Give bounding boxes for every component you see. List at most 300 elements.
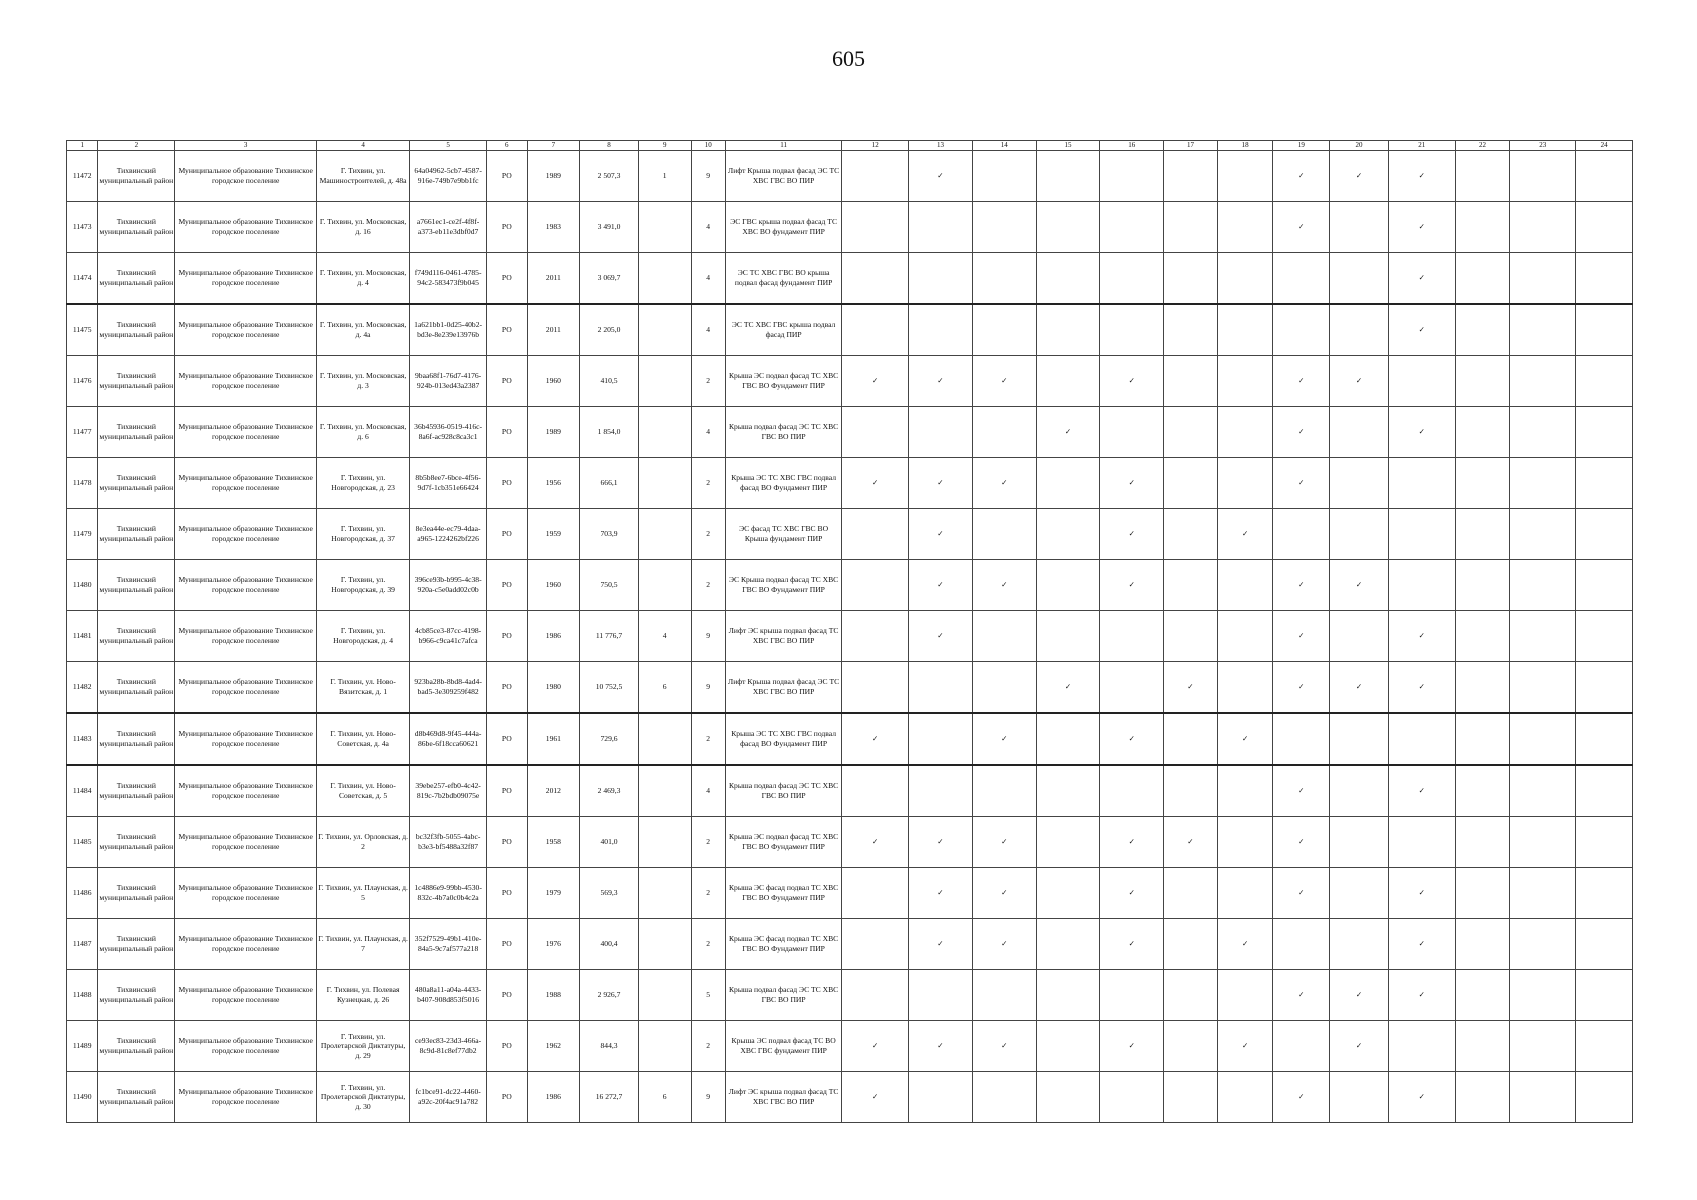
cell-c9: 1 bbox=[638, 151, 691, 202]
column-header-20: 20 bbox=[1330, 141, 1389, 151]
table-row bbox=[67, 1072, 1633, 1123]
column-header-11: 11 bbox=[725, 141, 841, 151]
check-mark-icon: ✓ bbox=[1388, 611, 1455, 662]
cell-col-17 bbox=[1164, 151, 1218, 202]
check-mark-icon: ✓ bbox=[972, 458, 1036, 509]
cell-num: 11479 bbox=[67, 509, 98, 560]
cell-works: Крыша подвал фасад ЭС ТС ХВС ГВС ВО ПИР bbox=[725, 407, 841, 458]
cell-works: Крыша ЭС фасад подвал ТС ХВС ГВС ВО Фундамент ПИР bbox=[725, 919, 841, 970]
cell-district: Тихвинский муниципальный район bbox=[98, 253, 175, 305]
cell-guid: 480a8a11-a04a-4433-b407-908d853f5016 bbox=[410, 970, 487, 1021]
cell-year: 1961 bbox=[527, 713, 580, 765]
check-mark-icon: ✓ bbox=[1100, 868, 1164, 919]
cell-district: Тихвинский муниципальный район bbox=[98, 970, 175, 1021]
cell-num: 11489 bbox=[67, 1021, 98, 1072]
table-row bbox=[67, 1021, 1633, 1072]
column-header-14: 14 bbox=[972, 141, 1036, 151]
cell-col-15 bbox=[1036, 202, 1100, 253]
cell-col-21 bbox=[1388, 817, 1455, 868]
table-row bbox=[67, 662, 1633, 714]
cell-col-20 bbox=[1330, 509, 1389, 560]
cell-address: Г. Тихвин, ул. Московская, д. 16 bbox=[317, 202, 410, 253]
cell-col-16 bbox=[1100, 1072, 1164, 1123]
cell-col-17 bbox=[1164, 304, 1218, 356]
cell-c10: 4 bbox=[691, 304, 725, 356]
cell-col-19 bbox=[1273, 304, 1330, 356]
cell-col-13 bbox=[909, 253, 973, 305]
cell-works: ЭС ТС ХВС ГВС крыша подвал фасад ПИР bbox=[725, 304, 841, 356]
column-header-4: 4 bbox=[317, 141, 410, 151]
check-mark-icon: ✓ bbox=[1388, 868, 1455, 919]
cell-c10: 2 bbox=[691, 1021, 725, 1072]
cell-col-18 bbox=[1217, 560, 1273, 611]
cell-col-23 bbox=[1510, 868, 1576, 919]
cell-col-24 bbox=[1576, 407, 1633, 458]
cell-col-24 bbox=[1576, 304, 1633, 356]
cell-col-23 bbox=[1510, 356, 1576, 407]
cell-form: РО bbox=[487, 253, 527, 305]
check-mark-icon: ✓ bbox=[972, 817, 1036, 868]
cell-col-24 bbox=[1576, 560, 1633, 611]
cell-col-15 bbox=[1036, 868, 1100, 919]
check-mark-icon: ✓ bbox=[1273, 458, 1330, 509]
table-row bbox=[67, 611, 1633, 662]
cell-guid: d8b469d8-9f45-444a-86be-6f18cca60621 bbox=[410, 713, 487, 765]
cell-address: Г. Тихвин, ул. Новгородская, д. 4 bbox=[317, 611, 410, 662]
cell-district: Тихвинский муниципальный район bbox=[98, 1021, 175, 1072]
cell-c10: 2 bbox=[691, 509, 725, 560]
cell-col-20 bbox=[1330, 765, 1389, 817]
cell-col-18 bbox=[1217, 868, 1273, 919]
cell-c9 bbox=[638, 765, 691, 817]
column-header-3: 3 bbox=[175, 141, 317, 151]
cell-col-24 bbox=[1576, 919, 1633, 970]
check-mark-icon: ✓ bbox=[1100, 817, 1164, 868]
cell-col-16 bbox=[1100, 407, 1164, 458]
cell-form: РО bbox=[487, 919, 527, 970]
cell-col-19 bbox=[1273, 713, 1330, 765]
cell-col-20 bbox=[1330, 1072, 1389, 1123]
cell-works: Крыша ЭС фасад подвал ТС ХВС ГВС ВО Фундамент ПИР bbox=[725, 868, 841, 919]
cell-guid: 1c4886e9-99bb-4530-832c-4b7a0c0b4c2a bbox=[410, 868, 487, 919]
cell-col-23 bbox=[1510, 611, 1576, 662]
table-row bbox=[67, 151, 1633, 202]
cell-col-23 bbox=[1510, 202, 1576, 253]
cell-guid: 4cb85ce3-87cc-4198-b966-c9ca41c7afca bbox=[410, 611, 487, 662]
cell-col-18 bbox=[1217, 356, 1273, 407]
cell-col-23 bbox=[1510, 509, 1576, 560]
check-mark-icon: ✓ bbox=[1217, 919, 1273, 970]
check-mark-icon: ✓ bbox=[909, 356, 973, 407]
cell-col-17 bbox=[1164, 919, 1218, 970]
cell-year: 1959 bbox=[527, 509, 580, 560]
cell-col-23 bbox=[1510, 458, 1576, 509]
cell-municipality: Муниципальное образование Тихвинское городское поселение bbox=[175, 253, 317, 305]
cell-year: 2012 bbox=[527, 765, 580, 817]
table-row bbox=[67, 817, 1633, 868]
cell-col-17 bbox=[1164, 509, 1218, 560]
check-mark-icon: ✓ bbox=[1273, 817, 1330, 868]
cell-works: ЭС фасад ТС ХВС ГВС ВО Крыша фундамент ПИР bbox=[725, 509, 841, 560]
cell-area: 16 272,7 bbox=[580, 1072, 639, 1123]
column-header-8: 8 bbox=[580, 141, 639, 151]
cell-col-17 bbox=[1164, 407, 1218, 458]
check-mark-icon: ✓ bbox=[1273, 611, 1330, 662]
cell-address: Г. Тихвин, ул. Пролетарской Диктатуры, д. 29 bbox=[317, 1021, 410, 1072]
table-row bbox=[67, 304, 1633, 356]
cell-col-15 bbox=[1036, 611, 1100, 662]
cell-col-22 bbox=[1455, 1021, 1510, 1072]
cell-col-24 bbox=[1576, 817, 1633, 868]
cell-c9: 6 bbox=[638, 1072, 691, 1123]
cell-col-15 bbox=[1036, 253, 1100, 305]
cell-year: 2011 bbox=[527, 304, 580, 356]
check-mark-icon: ✓ bbox=[1330, 1021, 1389, 1072]
cell-col-15 bbox=[1036, 713, 1100, 765]
cell-guid: 9baa68f1-76d7-4176-924b-013ed43a2387 bbox=[410, 356, 487, 407]
cell-col-12 bbox=[842, 304, 909, 356]
cell-col-22 bbox=[1455, 509, 1510, 560]
cell-col-14 bbox=[972, 662, 1036, 714]
column-header-23: 23 bbox=[1510, 141, 1576, 151]
cell-col-22 bbox=[1455, 407, 1510, 458]
cell-col-18 bbox=[1217, 1072, 1273, 1123]
check-mark-icon: ✓ bbox=[842, 1021, 909, 1072]
cell-year: 1979 bbox=[527, 868, 580, 919]
cell-col-16 bbox=[1100, 304, 1164, 356]
cell-form: РО bbox=[487, 713, 527, 765]
cell-municipality: Муниципальное образование Тихвинское городское поселение bbox=[175, 458, 317, 509]
cell-col-18 bbox=[1217, 304, 1273, 356]
cell-form: РО bbox=[487, 611, 527, 662]
cell-year: 1960 bbox=[527, 560, 580, 611]
cell-c10: 9 bbox=[691, 151, 725, 202]
cell-municipality: Муниципальное образование Тихвинское городское поселение bbox=[175, 202, 317, 253]
cell-num: 11482 bbox=[67, 662, 98, 714]
cell-address: Г. Тихвин, ул. Ново-Советская, д. 4а bbox=[317, 713, 410, 765]
cell-district: Тихвинский муниципальный район bbox=[98, 611, 175, 662]
cell-area: 410,5 bbox=[580, 356, 639, 407]
cell-col-17 bbox=[1164, 970, 1218, 1021]
cell-works: Лифт Крыша подвал фасад ЭС ТС ХВС ГВС ВО ПИР bbox=[725, 151, 841, 202]
cell-col-14 bbox=[972, 509, 1036, 560]
cell-area: 2 205,0 bbox=[580, 304, 639, 356]
cell-col-17 bbox=[1164, 765, 1218, 817]
cell-col-20 bbox=[1330, 407, 1389, 458]
check-mark-icon: ✓ bbox=[842, 817, 909, 868]
check-mark-icon: ✓ bbox=[1100, 356, 1164, 407]
cell-municipality: Муниципальное образование Тихвинское городское поселение bbox=[175, 765, 317, 817]
cell-form: РО bbox=[487, 765, 527, 817]
cell-col-18 bbox=[1217, 458, 1273, 509]
cell-col-22 bbox=[1455, 151, 1510, 202]
cell-municipality: Муниципальное образование Тихвинское городское поселение bbox=[175, 662, 317, 714]
cell-c9 bbox=[638, 253, 691, 305]
cell-district: Тихвинский муниципальный район bbox=[98, 765, 175, 817]
cell-col-20 bbox=[1330, 919, 1389, 970]
cell-col-21 bbox=[1388, 713, 1455, 765]
cell-form: РО bbox=[487, 202, 527, 253]
cell-year: 1983 bbox=[527, 202, 580, 253]
cell-c9 bbox=[638, 919, 691, 970]
cell-col-22 bbox=[1455, 202, 1510, 253]
cell-municipality: Муниципальное образование Тихвинское городское поселение bbox=[175, 151, 317, 202]
cell-col-24 bbox=[1576, 1021, 1633, 1072]
cell-col-13 bbox=[909, 1072, 973, 1123]
cell-year: 1986 bbox=[527, 611, 580, 662]
cell-col-18 bbox=[1217, 407, 1273, 458]
cell-area: 703,9 bbox=[580, 509, 639, 560]
cell-district: Тихвинский муниципальный район bbox=[98, 202, 175, 253]
cell-col-17 bbox=[1164, 458, 1218, 509]
check-mark-icon: ✓ bbox=[1330, 662, 1389, 714]
cell-c10: 9 bbox=[691, 1072, 725, 1123]
cell-year: 1989 bbox=[527, 407, 580, 458]
cell-district: Тихвинский муниципальный район bbox=[98, 868, 175, 919]
cell-c9 bbox=[638, 713, 691, 765]
cell-col-22 bbox=[1455, 765, 1510, 817]
cell-col-15 bbox=[1036, 151, 1100, 202]
table-row bbox=[67, 713, 1633, 765]
cell-col-18 bbox=[1217, 970, 1273, 1021]
cell-col-12 bbox=[842, 202, 909, 253]
cell-num: 11473 bbox=[67, 202, 98, 253]
cell-address: Г. Тихвин, ул. Московская, д. 3 bbox=[317, 356, 410, 407]
cell-col-22 bbox=[1455, 304, 1510, 356]
check-mark-icon: ✓ bbox=[972, 713, 1036, 765]
cell-col-18 bbox=[1217, 202, 1273, 253]
cell-district: Тихвинский муниципальный район bbox=[98, 151, 175, 202]
cell-area: 11 776,7 bbox=[580, 611, 639, 662]
cell-col-22 bbox=[1455, 662, 1510, 714]
cell-address: Г. Тихвин, ул. Плаунская, д. 5 bbox=[317, 868, 410, 919]
check-mark-icon: ✓ bbox=[1164, 817, 1218, 868]
check-mark-icon: ✓ bbox=[1388, 662, 1455, 714]
table-row bbox=[67, 202, 1633, 253]
cell-year: 1958 bbox=[527, 817, 580, 868]
cell-col-14 bbox=[972, 407, 1036, 458]
cell-col-24 bbox=[1576, 662, 1633, 714]
cell-col-17 bbox=[1164, 253, 1218, 305]
cell-form: РО bbox=[487, 1021, 527, 1072]
cell-area: 2 926,7 bbox=[580, 970, 639, 1021]
cell-c10: 4 bbox=[691, 765, 725, 817]
check-mark-icon: ✓ bbox=[1100, 458, 1164, 509]
cell-c10: 4 bbox=[691, 407, 725, 458]
cell-municipality: Муниципальное образование Тихвинское городское поселение bbox=[175, 970, 317, 1021]
cell-col-17 bbox=[1164, 1021, 1218, 1072]
cell-col-20 bbox=[1330, 868, 1389, 919]
check-mark-icon: ✓ bbox=[1217, 509, 1273, 560]
cell-num: 11487 bbox=[67, 919, 98, 970]
cell-col-18 bbox=[1217, 765, 1273, 817]
check-mark-icon: ✓ bbox=[1273, 765, 1330, 817]
cell-c10: 2 bbox=[691, 713, 725, 765]
cell-area: 3 491,0 bbox=[580, 202, 639, 253]
column-header-22: 22 bbox=[1455, 141, 1510, 151]
cell-address: Г. Тихвин, ул. Московская, д. 4 bbox=[317, 253, 410, 305]
cell-col-22 bbox=[1455, 919, 1510, 970]
cell-col-24 bbox=[1576, 458, 1633, 509]
cell-col-15 bbox=[1036, 970, 1100, 1021]
check-mark-icon: ✓ bbox=[972, 356, 1036, 407]
check-mark-icon: ✓ bbox=[1100, 713, 1164, 765]
table-row bbox=[67, 970, 1633, 1021]
cell-col-14 bbox=[972, 1072, 1036, 1123]
check-mark-icon: ✓ bbox=[1036, 407, 1100, 458]
cell-area: 1 854,0 bbox=[580, 407, 639, 458]
cell-works: Крыша ЭС подвал фасад ТС ХВС ГВС ВО Фундамент ПИР bbox=[725, 817, 841, 868]
column-header-21: 21 bbox=[1388, 141, 1455, 151]
cell-col-17 bbox=[1164, 611, 1218, 662]
cell-form: РО bbox=[487, 970, 527, 1021]
cell-col-15 bbox=[1036, 765, 1100, 817]
cell-area: 666,1 bbox=[580, 458, 639, 509]
cell-col-21 bbox=[1388, 509, 1455, 560]
cell-col-20 bbox=[1330, 611, 1389, 662]
cell-col-20 bbox=[1330, 253, 1389, 305]
cell-col-22 bbox=[1455, 560, 1510, 611]
cell-form: РО bbox=[487, 458, 527, 509]
column-header-10: 10 bbox=[691, 141, 725, 151]
cell-col-22 bbox=[1455, 1072, 1510, 1123]
cell-works: Крыша подвал фасад ЭС ТС ХВС ГВС ВО ПИР bbox=[725, 970, 841, 1021]
cell-works: Крыша ЭС ТС ХВС ГВС подвал фасад ВО Фундамент ПИР bbox=[725, 713, 841, 765]
cell-c10: 2 bbox=[691, 458, 725, 509]
check-mark-icon: ✓ bbox=[909, 919, 973, 970]
cell-year: 1960 bbox=[527, 356, 580, 407]
check-mark-icon: ✓ bbox=[1388, 253, 1455, 305]
cell-works: ЭС ТС ХВС ГВС ВО крыша подвал фасад фундамент ПИР bbox=[725, 253, 841, 305]
cell-form: РО bbox=[487, 1072, 527, 1123]
column-header-2: 2 bbox=[98, 141, 175, 151]
check-mark-icon: ✓ bbox=[1273, 151, 1330, 202]
check-mark-icon: ✓ bbox=[972, 1021, 1036, 1072]
cell-works: Лифт ЭС крыша подвал фасад ТС ХВС ГВС ВО ПИР bbox=[725, 1072, 841, 1123]
cell-col-12 bbox=[842, 662, 909, 714]
cell-col-17 bbox=[1164, 868, 1218, 919]
cell-col-23 bbox=[1510, 970, 1576, 1021]
cell-col-22 bbox=[1455, 458, 1510, 509]
check-mark-icon: ✓ bbox=[1273, 1072, 1330, 1123]
cell-num: 11478 bbox=[67, 458, 98, 509]
check-mark-icon: ✓ bbox=[909, 509, 973, 560]
cell-col-19 bbox=[1273, 253, 1330, 305]
cell-guid: bc32f3fb-5055-4abc-b3e3-bf5488a32f87 bbox=[410, 817, 487, 868]
cell-area: 401,0 bbox=[580, 817, 639, 868]
cell-works: Крыша ЭС ТС ХВС ГВС подвал фасад ВО Фундамент ПИР bbox=[725, 458, 841, 509]
cell-col-12 bbox=[842, 765, 909, 817]
cell-municipality: Муниципальное образование Тихвинское городское поселение bbox=[175, 611, 317, 662]
table-row bbox=[67, 407, 1633, 458]
cell-col-18 bbox=[1217, 151, 1273, 202]
cell-guid: 36b45936-0519-416c-8a6f-ac928c8ca3c1 bbox=[410, 407, 487, 458]
cell-area: 729,6 bbox=[580, 713, 639, 765]
cell-area: 10 752,5 bbox=[580, 662, 639, 714]
cell-col-20 bbox=[1330, 304, 1389, 356]
cell-col-13 bbox=[909, 765, 973, 817]
cell-district: Тихвинский муниципальный район bbox=[98, 356, 175, 407]
cell-c10: 2 bbox=[691, 817, 725, 868]
housing-register-table bbox=[66, 140, 1633, 1123]
cell-col-17 bbox=[1164, 713, 1218, 765]
check-mark-icon: ✓ bbox=[1217, 713, 1273, 765]
cell-c9 bbox=[638, 970, 691, 1021]
cell-c10: 4 bbox=[691, 202, 725, 253]
cell-col-23 bbox=[1510, 713, 1576, 765]
cell-num: 11486 bbox=[67, 868, 98, 919]
check-mark-icon: ✓ bbox=[1273, 560, 1330, 611]
column-header-18: 18 bbox=[1217, 141, 1273, 151]
cell-guid: 8e3ea44e-ec79-4daa-a965-1224262bf226 bbox=[410, 509, 487, 560]
cell-year: 1989 bbox=[527, 151, 580, 202]
cell-year: 1980 bbox=[527, 662, 580, 714]
cell-col-20 bbox=[1330, 817, 1389, 868]
cell-col-23 bbox=[1510, 1072, 1576, 1123]
cell-address: Г. Тихвин, ул. Московская, д. 4а bbox=[317, 304, 410, 356]
check-mark-icon: ✓ bbox=[1100, 509, 1164, 560]
cell-col-19 bbox=[1273, 919, 1330, 970]
cell-municipality: Муниципальное образование Тихвинское городское поселение bbox=[175, 304, 317, 356]
check-mark-icon: ✓ bbox=[1388, 407, 1455, 458]
cell-col-15 bbox=[1036, 304, 1100, 356]
cell-col-24 bbox=[1576, 1072, 1633, 1123]
cell-district: Тихвинский муниципальный район bbox=[98, 817, 175, 868]
check-mark-icon: ✓ bbox=[909, 817, 973, 868]
cell-c9 bbox=[638, 304, 691, 356]
cell-col-14 bbox=[972, 765, 1036, 817]
cell-address: Г. Тихвин, ул. Полевая Кузнецкая, д. 26 bbox=[317, 970, 410, 1021]
check-mark-icon: ✓ bbox=[909, 1021, 973, 1072]
cell-col-16 bbox=[1100, 253, 1164, 305]
cell-col-24 bbox=[1576, 202, 1633, 253]
table-body bbox=[67, 151, 1633, 1123]
cell-district: Тихвинский муниципальный район bbox=[98, 713, 175, 765]
cell-municipality: Муниципальное образование Тихвинское городское поселение bbox=[175, 356, 317, 407]
cell-form: РО bbox=[487, 662, 527, 714]
cell-col-24 bbox=[1576, 765, 1633, 817]
cell-col-23 bbox=[1510, 662, 1576, 714]
cell-col-23 bbox=[1510, 151, 1576, 202]
cell-col-17 bbox=[1164, 1072, 1218, 1123]
cell-area: 750,5 bbox=[580, 560, 639, 611]
cell-num: 11474 bbox=[67, 253, 98, 305]
table-row bbox=[67, 765, 1633, 817]
cell-col-16 bbox=[1100, 611, 1164, 662]
cell-area: 569,3 bbox=[580, 868, 639, 919]
cell-col-23 bbox=[1510, 407, 1576, 458]
cell-col-15 bbox=[1036, 919, 1100, 970]
cell-c10: 2 bbox=[691, 868, 725, 919]
cell-col-15 bbox=[1036, 356, 1100, 407]
column-header-17: 17 bbox=[1164, 141, 1218, 151]
cell-guid: 1a621bb1-0d25-40b2-bd3e-8e239e13976b bbox=[410, 304, 487, 356]
cell-form: РО bbox=[487, 304, 527, 356]
cell-guid: 923ba28b-8bd8-4ad4-bad5-3e309259f482 bbox=[410, 662, 487, 714]
cell-area: 844,3 bbox=[580, 1021, 639, 1072]
column-header-12: 12 bbox=[842, 141, 909, 151]
cell-c9 bbox=[638, 407, 691, 458]
check-mark-icon: ✓ bbox=[909, 560, 973, 611]
cell-col-24 bbox=[1576, 611, 1633, 662]
cell-col-18 bbox=[1217, 611, 1273, 662]
cell-area: 3 069,7 bbox=[580, 253, 639, 305]
cell-col-22 bbox=[1455, 611, 1510, 662]
cell-guid: a7661ec1-ce2f-4f8f-a373-eb11e3dbf0d7 bbox=[410, 202, 487, 253]
check-mark-icon: ✓ bbox=[1388, 151, 1455, 202]
cell-c10: 9 bbox=[691, 662, 725, 714]
cell-col-12 bbox=[842, 868, 909, 919]
